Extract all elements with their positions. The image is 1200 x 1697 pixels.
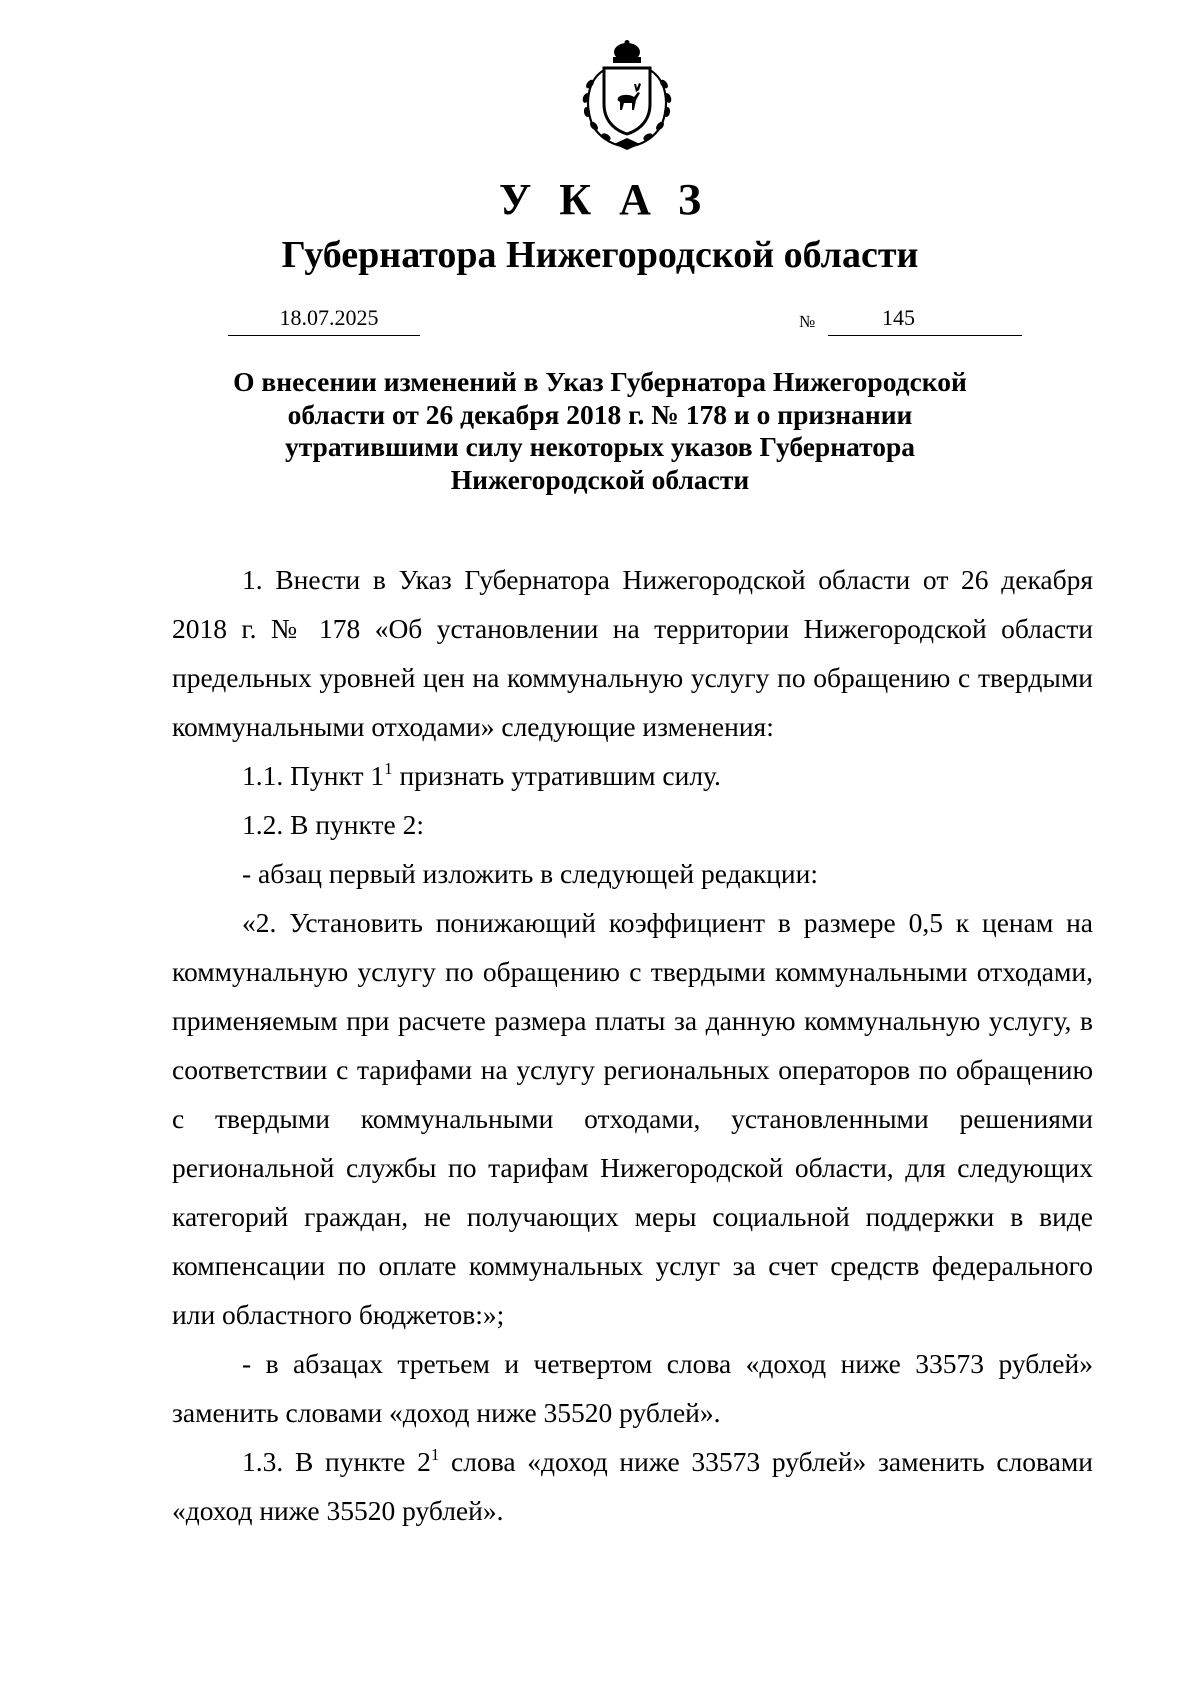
decree-subject	[170, 366, 1030, 496]
subject-line: утратившими силу некоторых указов Губернатора	[284, 431, 916, 462]
subject-line: О внесении изменений в Указ Губернатора Нижегородской	[233, 366, 967, 397]
decree-date-value: 18.07.2025	[279, 305, 379, 330]
paragraph-1-3	[172, 1437, 1093, 1535]
paragraph-text: признать утратившим силу.	[392, 760, 721, 791]
superscript: 1	[384, 759, 393, 778]
paragraph-1-1	[172, 751, 1093, 800]
paragraph-text: 1.3. В пункте 2	[242, 1446, 431, 1477]
paragraph-text: слова «доход ниже 33573 рублей» заменить словами «доход ниже 35520 рублей».	[172, 1446, 1093, 1526]
decree-number	[828, 305, 1022, 336]
paragraph-quoted-point-2: «2. Установить понижающий коэффициент в размере 0,5 к ценам на коммунальную услугу по обращению с твердыми коммунальными отходами, применяемым при расчете размера платы за данную коммунальную услугу, в соответствии с тарифами на услугу региональных операторов по обращению с твердыми коммунальными отходами, установленными решениями региональной службы по тарифам Нижегородской области, для следующих категорий граждан, не получающих меры социальной поддержки в виде компенсации по оплате коммунальных услуг за счет средств федерального или областного бюджетов:»;	[172, 907, 1093, 1330]
decree-number-value: 145	[882, 305, 915, 330]
paragraph-1-2: 1.2. В пункте 2:	[242, 809, 425, 840]
number-sign: №	[799, 312, 816, 331]
superscript: 1	[430, 1445, 440, 1464]
coat-of-arms-icon	[574, 40, 680, 150]
decree-title: УКАЗ	[498, 175, 730, 224]
subject-line: области от 26 декабря 2018 г. № 178 и о признании	[287, 398, 913, 430]
decree-date	[228, 305, 420, 336]
issuer-title: Губернатора Нижегородской области	[281, 234, 919, 276]
paragraph-indent-item: - абзац первый изложить в следующей редакции:	[242, 858, 818, 889]
paragraph-text: 1.1. Пункт 1	[242, 760, 385, 791]
paragraph-1: 1. Внести в Указ Губернатора Нижегородской области от 26 декабря 2018 г. № 178 «Об установлении на территории Нижегородской области предельных уровней цен на коммунальную услугу по обращению с твердыми коммунальными отходами» следующие изменения:	[172, 564, 1093, 742]
decree-body	[172, 555, 1093, 1535]
subject-line: Нижегородской области	[450, 463, 750, 495]
paragraph-replacement: - в абзацах третьем и четвертом слова «доход ниже 33573 рублей» заменить словами «доход ниже 35520 рублей».	[172, 1348, 1093, 1428]
